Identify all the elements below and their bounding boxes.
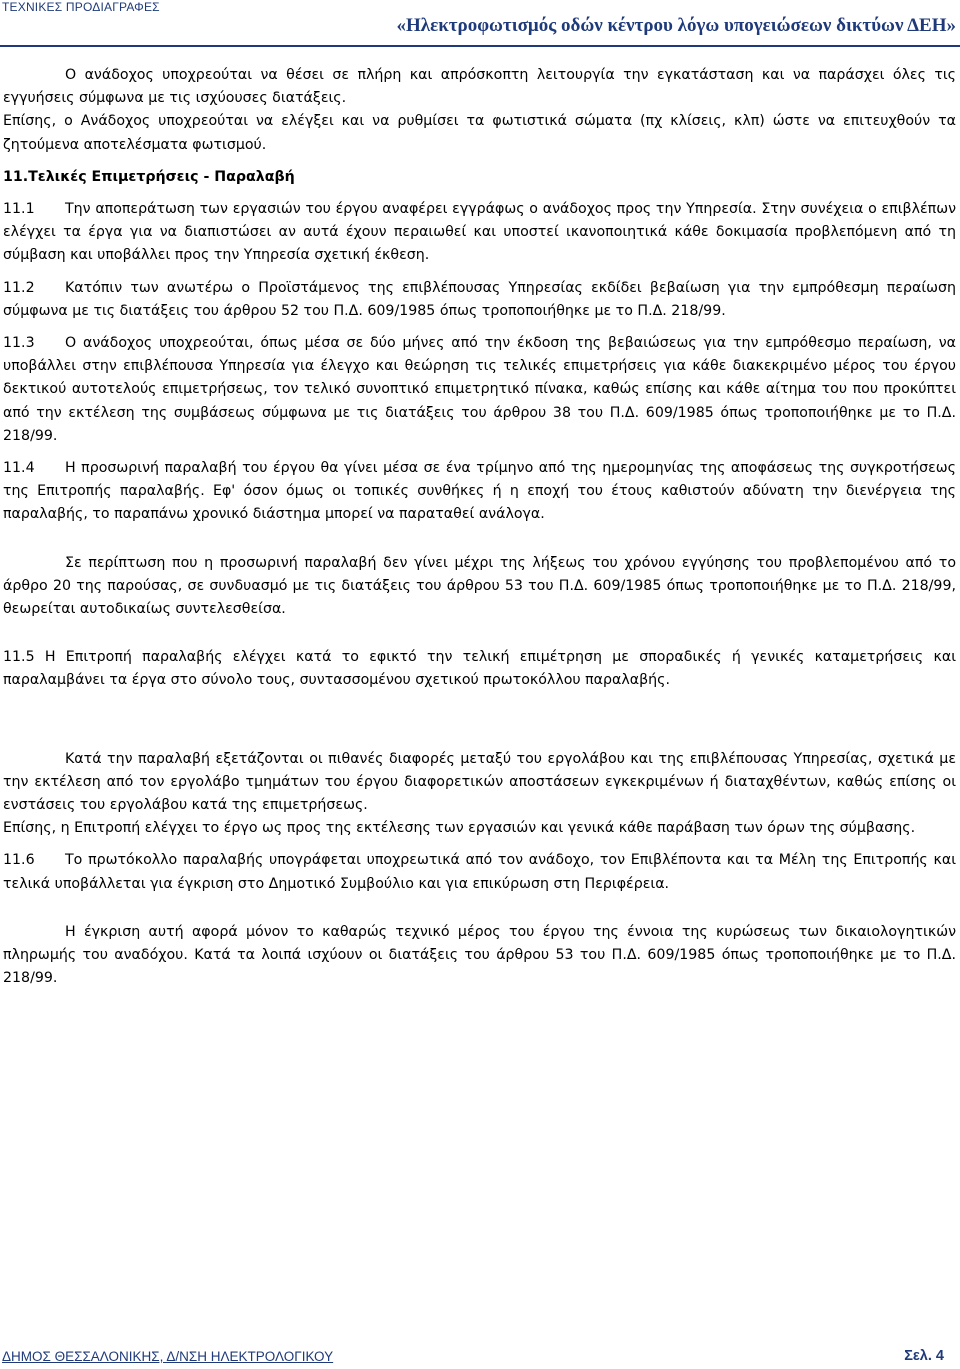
paragraph-commissioning: Ο ανάδοχος υποχρεούται να θέσει σε πλήρη και απρόσκοπτη λειτουργία την εγκατάσταση και να παράσχει όλες τις εγγυήσεις σύμφωνα με τις ισχύουσες διατάξεις. [3,67,956,107]
clause-text: Την αποπεράτωση των εργασιών του έργου αναφέρει εγγράφως ο ανάδοχος προς την Υπηρεσία. Στην συνέχεια ο επιβλέπων ελέγχει τα έργα για να διαπιστώσει αν αυτά έχουν περαιωθεί και υποστεί ικανοποιητικά κάθε δοκιμασία προβλεπόμενη από τη σύμβαση και υποβάλλει προς την Υπηρεσία σχετική έκθεση. [3,201,956,264]
footer-organization: ΔΗΜΟΣ ΘΕΣΣΑΛΟΝΙΚΗΣ, Δ/ΝΣΗ ΗΛΕΚΤΡΟΛΟΓΙΚΟΥ [2,1349,334,1364]
clause-number: 11.1 [3,201,35,218]
clause-text: Το πρωτόκολλο παραλαβής υπογράφεται υποχρεωτικά από τον ανάδοχο, τον Επιβλέποντα και τα Μέλη της Επιτροπής και τελικά υποβάλλεται για έγκριση στο Δημοτικό Συμβούλιο και για επικύρωση στη Περιφέρεια. [3,852,956,892]
document-body [3,64,956,991]
clause-number: 11.3 [3,335,35,352]
clause-text: Κατόπιν των ανωτέρω ο Προϊστάμενος της επιβλέπουσας Υπηρεσίας εκδίδει βεβαίωση για την εμπρόθεσμη περαίωση σύμφωνα με τις διατάξεις του άρθρου 52 του Π.Δ. 609/1985 όπως τροποποιήθηκε με το Π.Δ. 218/99. [3,279,956,319]
header-project-title: «Ηλεκτροφωτισμός οδών κέντρου λόγω υπογειώσεων δικτύων ΔΕΗ» [396,15,956,36]
paragraph-luminaire-adjustment: Επίσης, ο Ανάδοχος υποχρεούται να ελέγξει και να ρυθμίσει τα φωτιστικά σώματα (πχ κλίσεις, κλπ) ώστε να επιτευχθούν τα ζητούμενα αποτελέσματα φωτισμού. [3,113,956,153]
header-divider [0,45,960,47]
clause-number: 11.2 [3,279,35,296]
clause-number: 11.6 [3,852,35,869]
clause-11-2 [3,277,956,323]
clause-text: Ο ανάδοχος υποχρεούται, όπως μέσα σε δύο μήνες από την έκδοση της βεβαιώσεως για την εμπρόθεσμο περαίωση, να υποβάλλει στην επιβλέπουσα Υπηρεσία για έλεγχο και θεώρηση τις τελικές επιμετρήσεις για κάθε διακεκριμένο μέρος του έργου δεκτικού αυτοτελούς επιμετρήσεως, τον τελικό συνοπτικό επιμετρητικό πίνακα, καθώς επίσης και κάθε αίτημα του που προκύπτει από την εκτέλεση της συμβάσεως σύμφωνα με τις διατάξεις του άρθρου 38 του Π.Δ. 609/1985 όπως τροποποιήθηκε με το Π.Δ. 218/99. [3,335,956,444]
clause-11-4-continuation: Σε περίπτωση που η προσωρινή παραλαβή δεν γίνει μέχρι της λήξεως του χρόνου εγγύησης του προβλεπομένου από το άρθρο 20 της παρούσας, σε συνδυασμό με τις διατάξεις του άρθρου 53 του Π.Δ. 609/1985 όπως τροποποιήθηκε με το Π.Δ. 218/99, θεωρείται αυτοδικαίως συντελεσθείσα. [3,554,956,618]
header-left-title: ΤΕΧΝΙΚΕΣ ΠΡΟΔΙΑΓΡΑΦΕΣ [2,0,160,14]
clause-11-4 [3,457,956,527]
clause-11-5-differences: Κατά την παραλαβή εξετάζονται οι πιθανές διαφορές μεταξύ του εργολάβου και της επιβλέπουσας Υπηρεσίας, σχετικά με την εκτέλεση από τον εργολάβο τμημάτων του έργου διαφορετικών αποστάσεων εγκεκριμένων ή διαταχθέντων, καθώς επίσης οι ενστάσεις του εργολάβου κατά της επιμετρήσεως. [3,750,956,814]
clause-11-6 [3,849,956,895]
clause-11-5-inspection: Επίσης, η Επιτροπή ελέγχει το έργο ως προς της εκτέλεσης των εργασιών και γενικά κάθε παράβαση των όρων της σύμβασης. [3,820,916,837]
clause-text: Η προσωρινή παραλαβή του έργου θα γίνει μέσα σε ένα τρίμηνο από της ημερομηνίας της αποφάσεως της συγκροτήσεως της Επιτροπής παραλαβής. Εφ' όσον όμως οι τοπικές συνθήκες ή η εποχή του έτους καθιστούν αδύνατη την διενέργεια της παραλαβής, το παραπάνω χρονικό διάστημα μπορεί να παραταθεί ανάλογα. [3,460,956,523]
clause-number: 11.4 [3,460,35,477]
clause-11-5: 11.5 Η Επιτροπή παραλαβής ελέγχει κατά το εφικτό την τελική επιμέτρηση με σποραδικές ή γενικές καταμετρήσεις και παραλαμβάνει τα έργα στο σύνολο τους, συντασσομένου σχετικού πρωτοκόλλου παραλαβής. [3,649,956,689]
page-number: Σελ. 4 [904,1348,944,1364]
clause-11-3 [3,332,956,448]
clause-11-1 [3,198,956,268]
clause-11-6-approval: Η έγκριση αυτή αφορά μόνον το καθαρώς τεχνικό μέρος του έργου της έννοια της κυρώσεως των δικαιολογητικών πληρωμής του αναδόχου. Κατά τα λοιπά ισχύουν οι διατάξεις του άρθρου 53 του Π.Δ. 609/1985 όπως τροποποιήθηκε με το Π.Δ. 218/99. [3,923,956,987]
section-heading: 11.Τελικές Επιμετρήσεις - Παραλαβή [3,168,295,185]
